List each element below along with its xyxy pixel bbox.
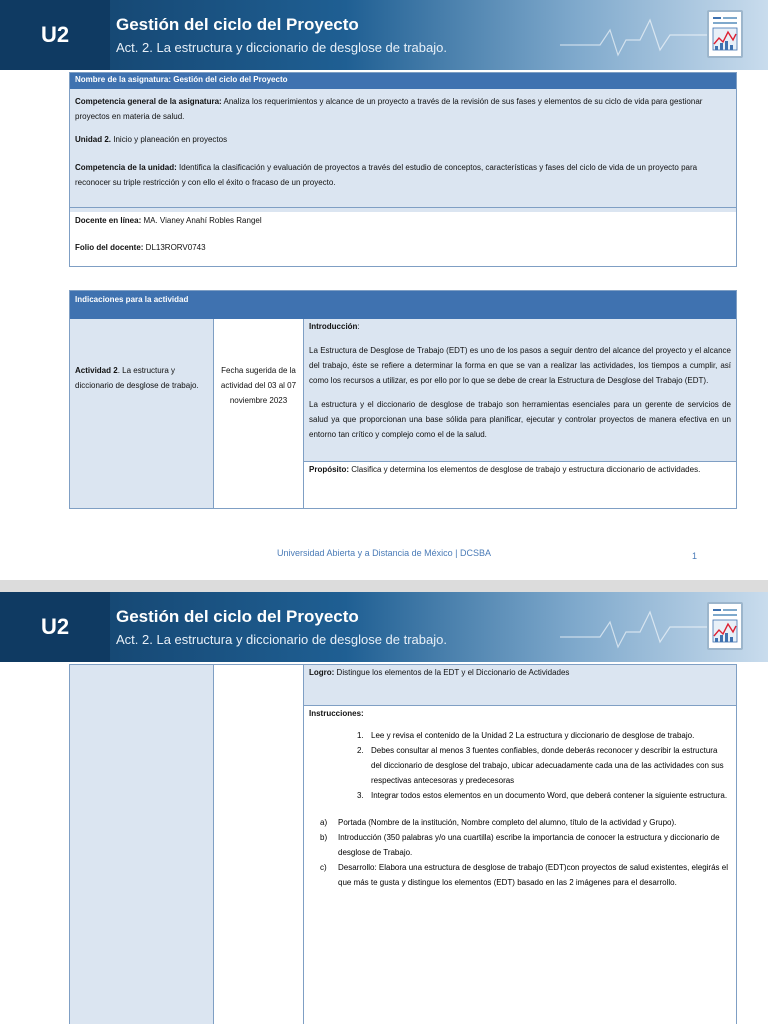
teacher-line (70, 212, 736, 231)
suggested-date: Fecha sugerida de la actividad del 03 al 07 noviembre 2023 (220, 366, 297, 405)
teacher-name: MA. Vianey Anahí Robles Rangel (141, 216, 262, 225)
activity-name-text: . La estructura y diccionario de desglose de trabajo. (75, 366, 199, 390)
list-item (320, 830, 728, 860)
intro-paragraph-2: La estructura y el diccionario de desglose de trabajo son herramientas esenciales para un gerente de servicios de salud ya que proporcionan una base sólida para planificar, ejecutar y controlar proyectos de manera efectiva en un entorno tan crítico y complejo como el de la salud. (309, 400, 731, 439)
list-text: Introducción (350 palabras y/o una cuartilla) escribe la importancia de conocer la estructura y diccionario de desglose de Trabajo. (338, 833, 720, 857)
course-title: Gestión del ciclo del Proyecto (116, 15, 359, 34)
unit-line (70, 127, 736, 150)
activity-subtitle: Act. 2. La estructura y diccionario de desglose de trabajo. (116, 632, 447, 647)
date-cell (214, 319, 303, 508)
course-name-header: Nombre de la asignatura: Gestión del ciclo del Proyecto (70, 73, 736, 89)
instructions-label: Instrucciones: (309, 709, 364, 718)
purpose-cell (304, 462, 736, 508)
activity-table (69, 290, 737, 509)
unit-competence (70, 150, 736, 193)
list-letter: b) (320, 833, 328, 842)
list-item (320, 815, 728, 830)
activity-header: Indicaciones para la actividad (70, 291, 736, 319)
course-info-table (69, 72, 737, 267)
activity-subtitle: Act. 2. La estructura y diccionario de desglose de trabajo. (116, 40, 447, 55)
list-letter: a) (320, 818, 328, 827)
numbered-instructions (304, 724, 736, 803)
achievement-text: Distingue los elementos de la EDT y el Diccionario de Actividades (334, 668, 570, 677)
intro-label: Introducción (309, 322, 358, 331)
activity-name-label: Actividad 2 (75, 366, 118, 375)
course-title: Gestión del ciclo del Proyecto (116, 607, 359, 626)
activity-name-cell (70, 319, 213, 508)
intro-cell (304, 319, 736, 461)
intro-heading (304, 319, 736, 337)
list-text: Portada (Nombre de la institución, Nombre completo del alumno, título de la actividad y Grupo). (338, 818, 677, 827)
general-competence-label: Competencia general de la asignatura: (75, 97, 222, 106)
health-chart-logo-icon (707, 602, 743, 650)
intro-colon: : (357, 322, 360, 331)
general-competence-text: Analiza los requerimientos y alcance de un proyecto a través de la revisión de sus fases y elementos de su ciclo de vida para gestionar proyectos en materia de salud. (75, 97, 703, 121)
list-text: Debes consultar al menos 3 fuentes confiables, donde deberás reconocer y describir la estructura del diccionario de desglose del trabajo, ubicar adecuadamente cada una de las actividades con sus respectivas antecesoras y predecesoras (371, 746, 724, 785)
teacher-folio-label: Folio del docente: (75, 243, 144, 252)
teacher-folio: DL13RORV0743 (143, 243, 206, 252)
list-number: 3. (357, 791, 364, 800)
structure-items (304, 803, 736, 890)
page-gap (0, 580, 768, 592)
list-item (357, 743, 728, 788)
purpose (304, 462, 736, 480)
heartbeat-graphic-icon (560, 0, 710, 70)
course-info-block (70, 89, 736, 212)
unit-badge: U2 (0, 592, 110, 662)
list-text: Integrar todos estos elementos en un documento Word, que deberá contener la siguiente estructura. (371, 791, 728, 800)
activity-table-continued (69, 664, 737, 1024)
purpose-label: Propósito: (309, 465, 349, 474)
achievement-label: Logro: (309, 668, 335, 677)
general-competence (70, 94, 736, 127)
unit-badge: U2 (0, 0, 110, 70)
list-item (357, 728, 728, 743)
page-number: 1 (692, 551, 698, 561)
teacher-label: Docente en línea: (75, 216, 142, 225)
instructions-heading (304, 706, 736, 724)
header-banner (0, 0, 768, 70)
list-letter: c) (320, 863, 327, 872)
list-text: Lee y revisa el contenido de la Unidad 2 La estructura y diccionario de desglose de trabajo. (371, 731, 695, 740)
unit-competence-label: Competencia de la unidad: (75, 163, 177, 172)
heartbeat-graphic-icon (560, 592, 710, 662)
intro-paragraph-1: La Estructura de Desglose de Trabajo (EDT) es uno de los pasos a seguir dentro del alcance del proyecto y el alcance del trabajo, éste se refiere a determinar la forma en que se van a realizar las actividades, los tiempos a cumplir, así como los recursos a utilizar, es por ello por lo que se debe de crear la Estructura de Desglose del Trabajo (EDT). (309, 346, 731, 385)
list-item (320, 860, 728, 890)
health-chart-logo-icon (707, 10, 743, 58)
unit-label: Unidad 2. (75, 135, 112, 144)
footer-institution: Universidad Abierta y a Distancia de México | DCSBA (277, 548, 491, 558)
teacher-folio-line (70, 231, 736, 258)
achievement (304, 665, 736, 683)
page-2 (0, 592, 768, 1024)
header-banner (0, 592, 768, 662)
list-item (357, 788, 728, 803)
list-text: Desarrollo: Elabora una estructura de desglose de trabajo (EDT)con proyectos de salud existentes, elegirás el que más te gusta y distingue los elementos (EDT) basado en las 2 imágenes para el desarrollo. (338, 863, 728, 887)
divider (70, 207, 736, 208)
list-number: 2. (357, 746, 364, 755)
list-number: 1. (357, 731, 364, 740)
unit-competence-text: Identifica la clasificación y evaluación de proyectos a través del estudio de conceptos, características y fases del ciclo de vida de un proyecto para reconocer su triple restricción y con ello el éxito o fracaso de un proyecto. (75, 163, 698, 187)
activity-name-cell (70, 665, 213, 1024)
divider (213, 665, 214, 1024)
purpose-text: Clasifica y determina los elementos de desglose de trabajo y estructura diccionario de actividades. (349, 465, 701, 474)
activity-name (70, 319, 213, 396)
unit-text: Inicio y planeación en proyectos (111, 135, 228, 144)
instructions-cell (304, 706, 736, 1024)
achievement-cell (304, 665, 736, 705)
